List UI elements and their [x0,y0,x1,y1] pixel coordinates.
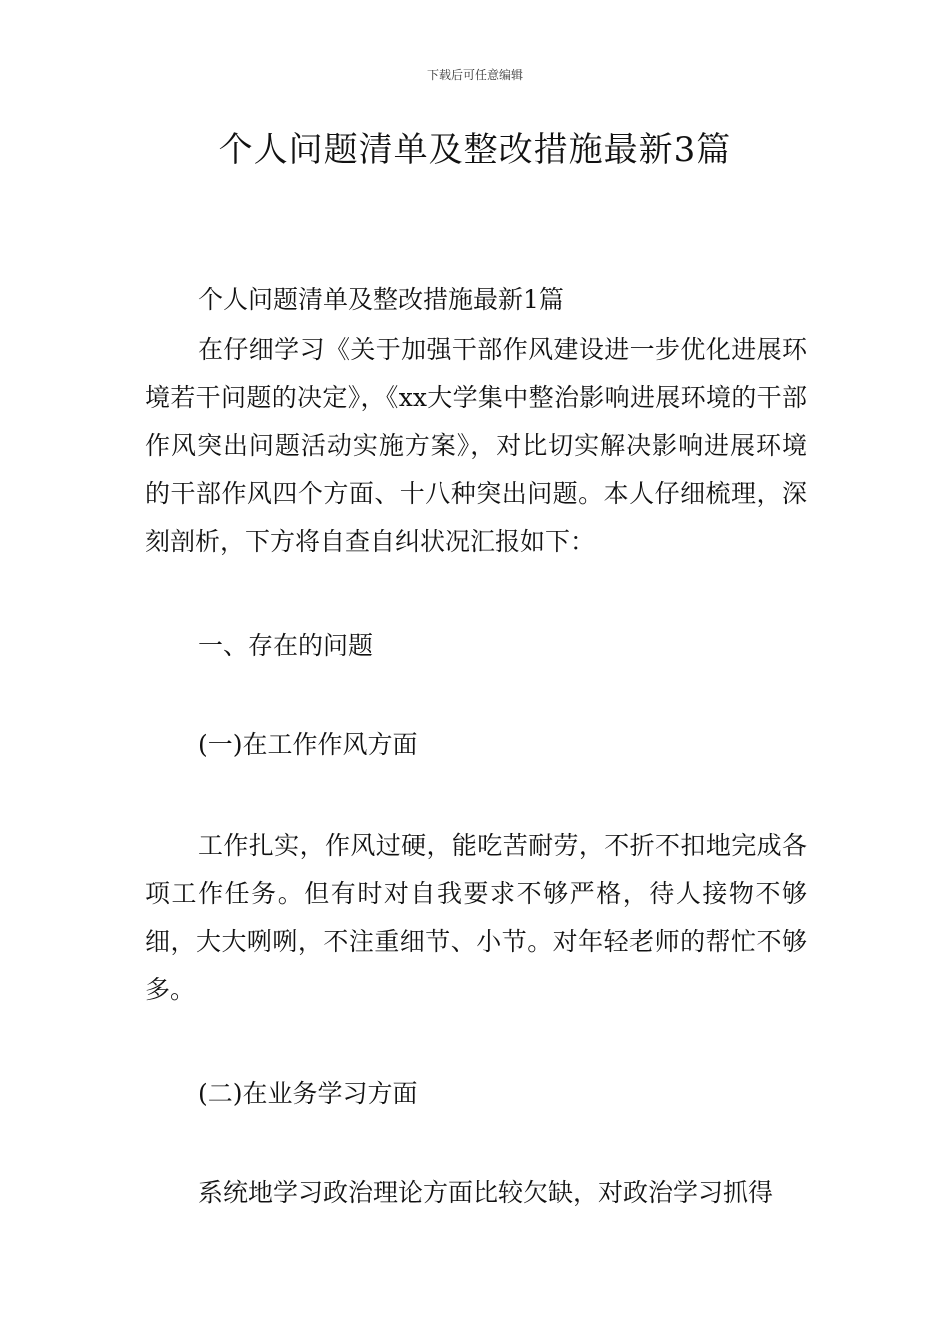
header-note: 下载后可任意编辑 [426,68,523,82]
heading-problems: 一、存在的问题 [198,631,374,660]
section-title: 个人问题清单及整改措施最新1篇 [198,285,564,314]
document-title: 个人问题清单及整改措施最新3篇 [218,130,732,170]
study-paragraph: 系统地学习政治理论方面比较欠缺，对政治学习抓得 [198,1178,774,1207]
work-style-paragraph: 工作扎实，作风过硬，能吃苦耐劳，不折不扣地完成各项工作任务。但有时对自我要求不够严格，待人接物不够细，大大咧咧，不注重细节、小节。对年轻老师的帮忙不够多。 [145,831,807,1004]
sub-heading-work-style: (一)在工作作风方面 [198,730,418,759]
intro-paragraph: 在仔细学习《关于加强干部作风建设进一步优化进展环境若干问题的决定》，《xx大学集中整治影响进展环境的干部作风突出问题活动实施方案》，对比切实解决影响进展环境的干部作风四个方面、十八种突出问题。本人仔细梳理，深刻剖析，下方将自查自纠状况汇报如下： [145,335,807,556]
sub-heading-study: (二)在业务学习方面 [198,1079,418,1108]
